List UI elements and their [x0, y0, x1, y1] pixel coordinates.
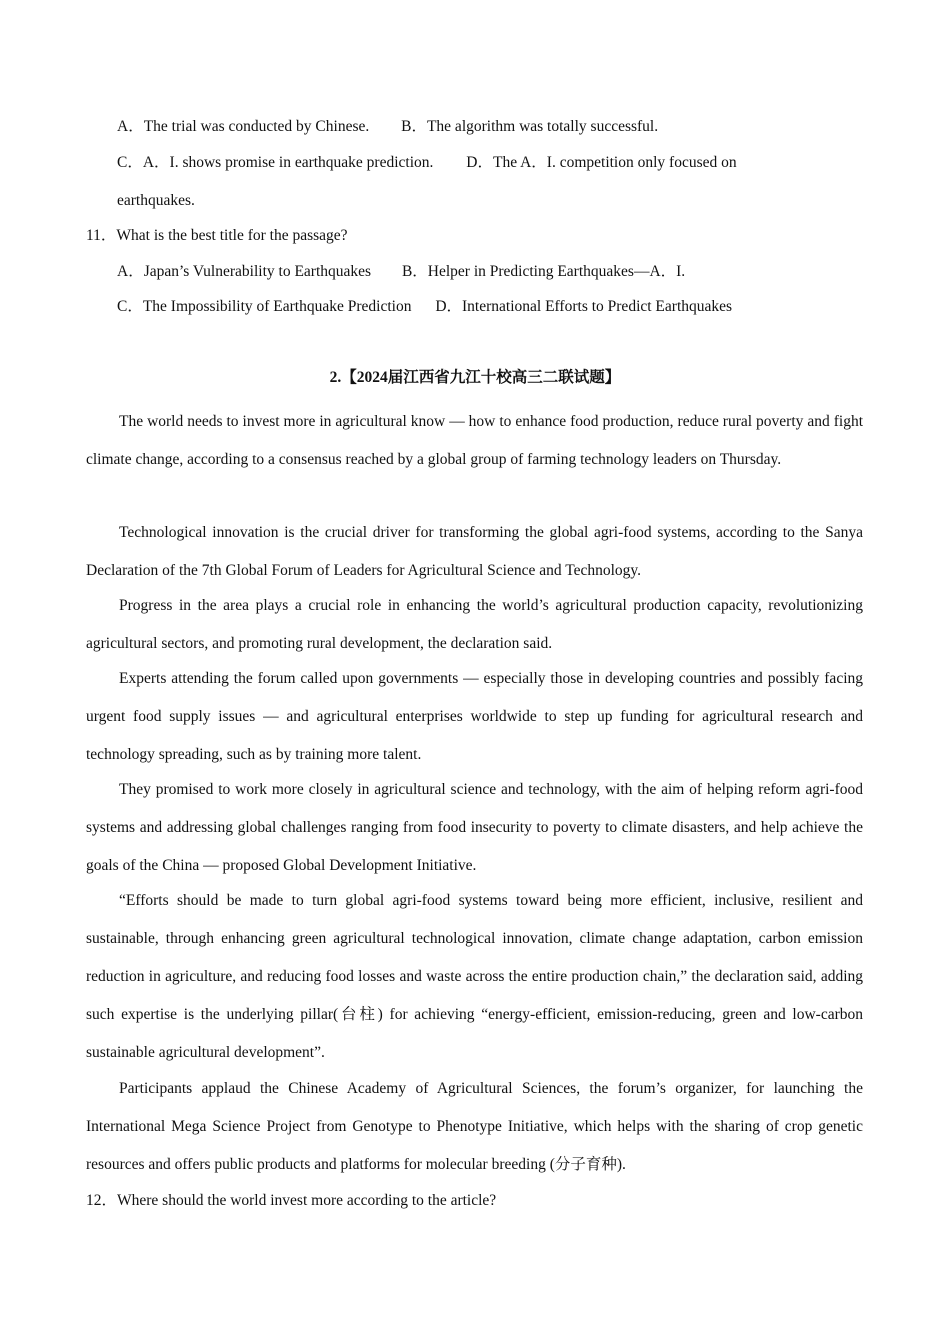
passage-paragraph-4: Experts attending the forum called upon governments — especially those in developing countries and possibly facing urgent food supply issues — and agricultural enterprises worldwide to step up funding for agricultural research and technology spreading, such as by training more talent. — [86, 670, 863, 763]
passage-paragraph-3: Progress in the area plays a crucial role in enhancing the world’s agricultural production capacity, revolutionizing agricultural sectors, and promoting rural development, the declaration said. — [86, 597, 863, 652]
q11-option-b: B．Helper in Predicting Earthquakes—A．I. — [401, 263, 686, 280]
q11-options-row-2 — [117, 297, 732, 317]
passage-paragraph-1: The world needs to invest more in agricultural know — how to enhance food production, reduce rural poverty and fight climate change, according to a consensus reached by a global group of farming technology leaders on Thursday. — [86, 413, 863, 468]
section-heading: 2.【2024届江西省九江十校高三二联试题】 — [329, 369, 621, 386]
q10-option-a: A．The trial was conducted by Chinese. — [117, 118, 370, 135]
passage-paragraph-2: Technological innovation is the crucial driver for transforming the global agri-food systems, according to the Sanya Declaration of the 7th Global Forum of Leaders for Agricultural Science and Technology. — [86, 524, 863, 579]
q12-question: 12．Where should the world invest more according to the article? — [86, 1192, 497, 1209]
q10-option-c: C．A．I. shows promise in earthquake prediction. — [117, 154, 434, 171]
q11-question: 11．What is the best title for the passage? — [86, 227, 348, 244]
q11-option-a: A．Japan’s Vulnerability to Earthquakes — [117, 263, 372, 280]
passage-paragraph-7: Participants applaud the Chinese Academy of Agricultural Sciences, the forum’s organizer, for launching the International Mega Science Project from Genotype to Phenotype Initiative, which helps with the sharing of crop genetic resources and offers public products and platforms for molecular breeding (分子育种). — [86, 1080, 863, 1173]
q10-options-row-2 — [117, 153, 737, 173]
q10-option-d: D．The A．I. competition only focused on — [466, 154, 737, 171]
passage-paragraph-5: They promised to work more closely in agricultural science and technology, with the aim of helping reform agri-food systems and addressing global challenges ranging from food insecurity to poverty to climate disasters, and help achieve the goals of the China — proposed Global Development Initiative. — [86, 781, 863, 874]
q10-option-b: B．The algorithm was totally successful. — [401, 118, 659, 135]
q10-options-row-1 — [117, 117, 658, 137]
q11-options-row-1 — [117, 262, 685, 282]
q11-option-d: D．International Efforts to Predict Earthquakes — [435, 298, 733, 315]
passage-paragraph-6: “Efforts should be made to turn global agri-food systems toward being more efficient, inclusive, resilient and sustainable, through enhancing green agricultural technological innovation, climate change adaptation, carbon emission reduction in agriculture, and reducing food losses and waste across the entire production chain,” the declaration said, adding such expertise is the underlying pillar(台柱) for achieving “energy-efficient, emission-reducing, green and low-carbon sustainable agricultural development”. — [86, 892, 863, 1061]
q11-option-c: C．The Impossibility of Earthquake Prediction — [117, 298, 412, 315]
q10-option-d-continued: earthquakes. — [117, 192, 195, 209]
